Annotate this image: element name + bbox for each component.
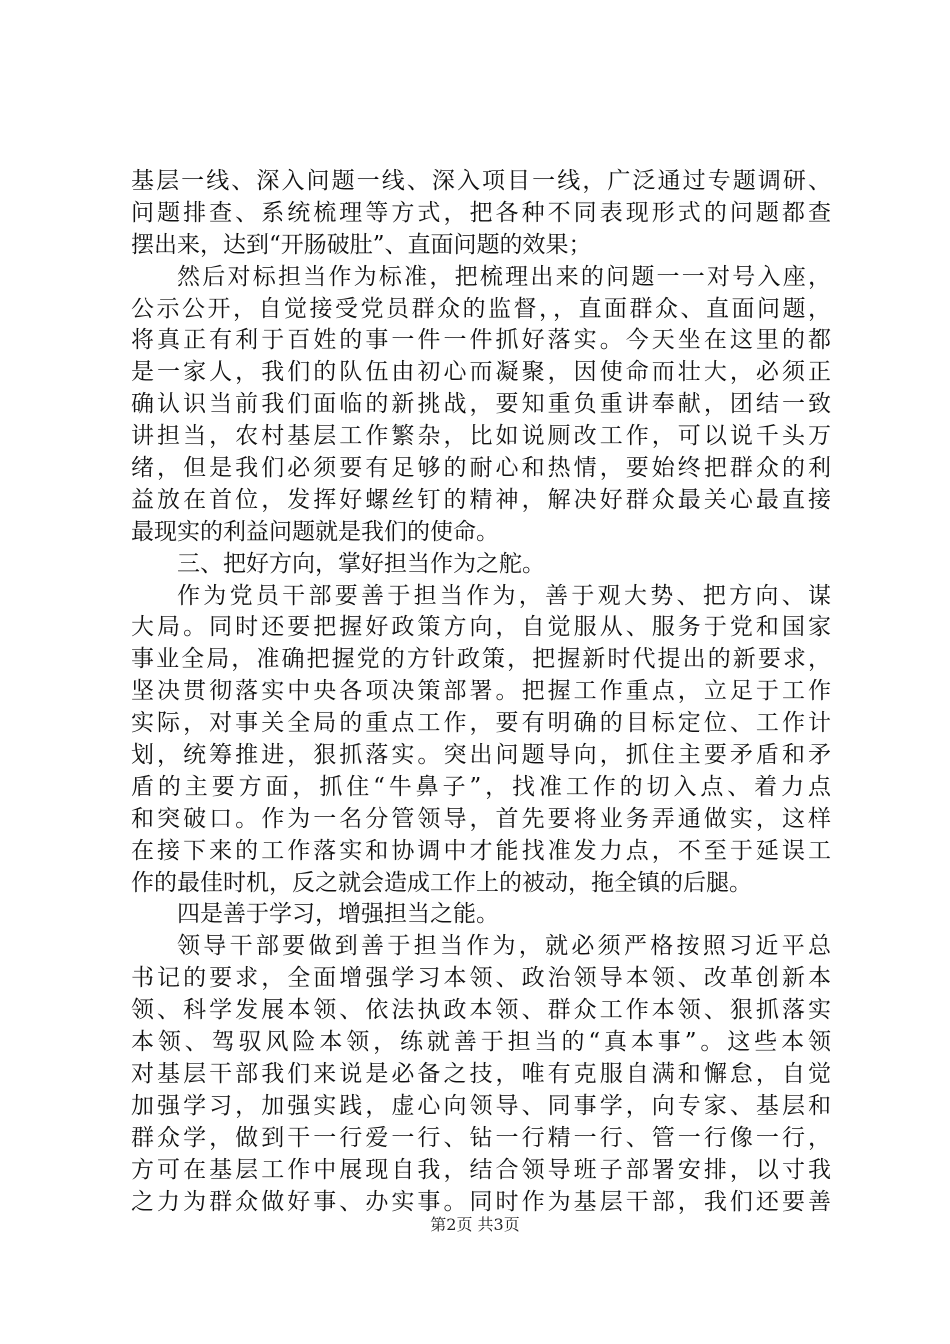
text-line: 对基层干部我们来说是必备之技，唯有克服自满和懈怠，自觉 xyxy=(131,1060,831,1087)
text-line: 和突破口。作为一名分管领导，首先要将业务弄通做实，这样 xyxy=(131,805,831,832)
document-body xyxy=(131,166,831,1218)
page-footer: 第2页 共3页 xyxy=(430,1215,520,1234)
text-line: 盾的主要方面，抓住“牛鼻子”，找准工作的切入点、着力点 xyxy=(131,773,831,800)
text-line: 讲担当，农村基层工作繁杂，比如说厕改工作，可以说千头万 xyxy=(131,423,831,450)
text-line: 在接下来的工作落实和协调中才能找准发力点，不至于延误工 xyxy=(131,837,831,864)
text-line: 作的最佳时机，反之就会造成工作上的被动，拖全镇的后腿。 xyxy=(131,869,752,896)
text-line: 书记的要求，全面增强学习本领、政治领导本领、改革创新本 xyxy=(131,965,831,992)
text-line: 然后对标担当作为标准，把梳理出来的问题一一对号入座， xyxy=(177,263,831,290)
text-line: 领导干部要做到善于担当作为，就必须严格按照习近平总 xyxy=(177,933,831,960)
text-line: 划，统筹推进，狠抓落实。突出问题导向，抓住主要矛盾和矛 xyxy=(131,742,831,769)
text-line: 确认识当前我们面临的新挑战，要知重负重讲奉献，团结一致 xyxy=(131,391,831,418)
text-line: 实际，对事关全局的重点工作，要有明确的目标定位、工作计 xyxy=(131,710,831,737)
text-line: 问题排查、系统梳理等方式，把各种不同表现形式的问题都查 xyxy=(131,199,831,226)
text-line: 之力为群众做好事、办实事。同时作为基层干部，我们还要善 xyxy=(131,1188,831,1215)
text-line: 绪，但是我们必须要有足够的耐心和热情，要始终把群众的利 xyxy=(131,455,831,482)
text-line: 基层一线、深入问题一线、深入项目一线，广泛通过专题调研、 xyxy=(131,168,831,194)
text-line: 将真正有利于百姓的事一件一件抓好落实。今天坐在这里的都 xyxy=(131,327,831,354)
text-line: 方可在基层工作中展现自我，结合领导班子部署安排，以寸我 xyxy=(131,1156,831,1183)
section-heading: 三、把好方向，掌好担当作为之舵。 xyxy=(177,550,545,577)
text-line: 事业全局，准确把握党的方针政策，把握新时代提出的新要求， xyxy=(131,646,831,673)
text-line: 本领、驾驭风险本领，练就善于担当的“真本事”。这些本领 xyxy=(131,1029,831,1056)
text-line: 加强学习，加强实践，虚心向领导、同事学，向专家、基层和 xyxy=(131,1092,831,1119)
text-line: 群众学，做到干一行爱一行、钻一行精一行、管一行像一行， xyxy=(131,1124,831,1151)
text-line: 大局。同时还要把握好政策方向，自觉服从、服务于党和国家 xyxy=(131,614,831,641)
text-line: 公示公开，自觉接受党员群众的监督，，直面群众、直面问题， xyxy=(131,295,831,322)
text-line: 作为党员干部要善于担当作为，善于观大势、把方向、谋 xyxy=(177,582,831,609)
text-line: 摆出来，达到“开肠破肚”、直面问题的效果； xyxy=(131,231,592,258)
text-line: 坚决贯彻落实中央各项决策部署。把握工作重点，立足于工作 xyxy=(131,678,831,705)
text-line: 领、科学发展本领、依法执政本领、群众工作本领、狠抓落实 xyxy=(131,997,831,1024)
text-line: 益放在首位，发挥好螺丝钉的精神，解决好群众最关心最直接 xyxy=(131,486,831,513)
text-line: 最现实的利益问题就是我们的使命。 xyxy=(131,518,499,545)
text-line: 是一家人，我们的队伍由初心而凝聚，因使命而壮大，必须正 xyxy=(131,359,831,386)
section-heading: 四是善于学习，增强担当之能。 xyxy=(177,901,499,928)
